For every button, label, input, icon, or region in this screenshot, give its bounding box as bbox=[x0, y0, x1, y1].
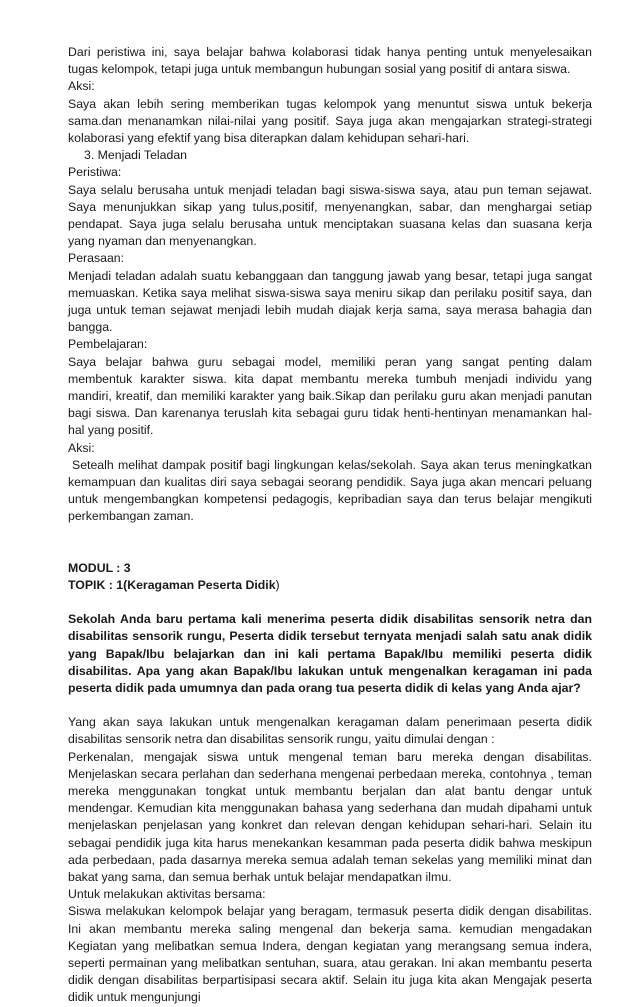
peristiwa-paragraph: Saya selalu berusaha untuk menjadi teladan bagi siswa-siswa saya, atau pun teman sejawat. Saya menunjukkan sikap yang tulus,positif, menyenangkan, sabar, dan menghargai setiap pendapat. Saya juga selalu berusaha untuk menciptakan suasana kelas dan suasana kerja yang nyaman dan menyenangkan. bbox=[68, 182, 592, 249]
perasaan-paragraph: Menjadi teladan adalah suatu kebanggaan dan tanggung jawab yang besar, tetapi juga sangat memuaskan. Ketika saya melihat siswa-siswa saya meniru sikap dan perilaku positif saya, dan juga untuk teman sejawat menjadi lebih mudah diajak kerja sama, saya merasa bahagia dan bangga. bbox=[68, 268, 592, 335]
spacer bbox=[68, 697, 592, 714]
aksi-label: Aksi: bbox=[68, 440, 95, 455]
pembelajaran-label: Pembelajaran: bbox=[68, 337, 148, 352]
topik-title: TOPIK : 1(Keragaman Peserta Didik bbox=[68, 577, 276, 592]
pembelajaran-paragraph: Saya belajar bahwa guru sebagai model, memiliki peran yang sangat penting dalam membentuk karakter siswa. kita dapat membantu mereka tumbuh menjadi individu yang mandiri, kreatif, dan memiliki karakter yang baik.Sikap dan perilaku guru akan menjadi panutan bagi siswa. Dan karenanya teruslah kita sebagai guru tidak henti-hentinyan menamankan hal-hal yang positif. bbox=[68, 354, 592, 438]
answer-paragraph: Perkenalan, mengajak siswa untuk mengenal teman baru mereka dengan disabilitas. Menjelaskan secara perlahan dan sederhana mengenai perbedaan mereka, contohnya , teman mereka menggunakan tongkat untuk membantu berjalan dan alat bantu dengar untuk mendengar. Kemudian kita menggunakan bahasa yang sederhana dan mudah dipahami untuk menjelaskan penjelasan yang konkret dan relevan dengan kehidupan sehari-hari. Selain itu sebagai pendidik juga kita harus menekankan kesamman pada peserta didik bahwa meskipun ada perbedaan, pada dasarnya mereka semua adalah teman sekelas yang memiliki minat dan bakat yang sama, dan semua berhak untuk belajar mendapatkan ilmu. bbox=[68, 749, 592, 884]
answer-intro: Yang akan saya lakukan untuk mengenalkan keragaman dalam penerimaan peserta didik disabilitas sensorik netra dan disabilitas sensorik rungu, yaitu dimulai dengan : bbox=[68, 715, 592, 747]
aksi-paragraph: Saya akan lebih sering memberikan tugas kelompok yang menuntut siswa untuk bekerja sama.dan menanamkan nilai-nilai yang positif. Saya juga akan mengajarkan strategi-strategi kolaborasi yang efektif yang bisa diterapkan dalam kehidupan sehari-hari. bbox=[68, 96, 592, 146]
spacer bbox=[68, 594, 592, 611]
topik-close: ) bbox=[275, 577, 280, 592]
question-paragraph: Sekolah Anda baru pertama kali menerima peserta didik disabilitas sensorik netra dan disabilitas sensorik rungu, Peserta didik tersebut ternyata menjadi salah satu anak didik yang Bapak/Ibu belajarkan dan ini kali pertama Bapak/Ibu memiliki peserta didik disabilitas. Apa yang akan Bapak/Ibu lakukan untuk mengenalkan keragaman ini pada peserta didik pada umumnya dan pada orang tua peserta didik di kelas yang Anda ajar? bbox=[68, 612, 592, 695]
spacer bbox=[68, 526, 592, 560]
section-heading: 3. Menjadi Teladan bbox=[84, 148, 188, 163]
intro-paragraph: Dari peristiwa ini, saya belajar bahwa kolaborasi tidak hanya penting untuk menyelesaikan tugas kelompok, tetapi juga untuk membangun hubungan sosial yang positif di antara siswa. bbox=[68, 45, 592, 77]
modul-heading: MODUL : 3 bbox=[68, 560, 131, 575]
topik-heading bbox=[68, 577, 592, 594]
aktivitas-label: Untuk melakukan aktivitas bersama: bbox=[68, 887, 266, 902]
aktivitas-paragraph: Siswa melakukan kelompok belajar yang beragam, termasuk peserta didik dengan disabilitas. Ini akan membantu mereka saling mengenal dan bekerja sama. kemudian mengadakan Kegiatan yang melibatkan semua Indera, dengan kegiatan yang merangsang semua indera, seperti permainan yang melibatkan sentuhan, suara, atau gerakan. Ini akan membantu peserta didik dengan disabilitas berpartisipasi secara aktif. Selain itu juga kita akan Mengajak peserta didik untuk mengunjungi bbox=[68, 904, 592, 1005]
perasaan-label: Perasaan: bbox=[68, 251, 125, 266]
aksi-label: Aksi: bbox=[68, 79, 95, 94]
peristiwa-label: Peristiwa: bbox=[68, 165, 122, 180]
aksi-paragraph: Setealh melihat dampak positif bagi lingkungan kelas/sekolah. Saya akan terus meningkatkan kemampuan dan kualitas diri saya sebagai seorang pendidik. Saya juga akan mencari peluang untuk mengembangkan kompetensi pedagogis, kepribadian saya dan terus belajar mengikuti perkembangan zaman. bbox=[68, 457, 592, 524]
